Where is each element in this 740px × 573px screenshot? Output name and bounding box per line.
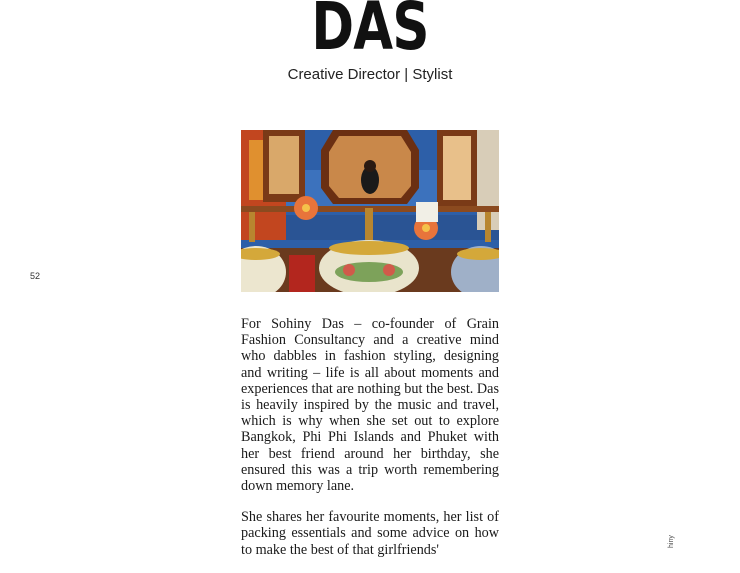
article-paragraph: For Sohiny Das – co-founder of Grain Fashion Consultancy and a creative mind who dabbles in fashion styling, designing and writing – life is all about moments and experiences that are nothing but the best. Das is heavily inspired by the music and travel, which is why when she set out to explore Bangkok, Phi Phi Islands and Phuket with her best friend around her birthday, she ensured this was a trip worth remembering down memory lane. <box>241 316 499 495</box>
page-title: DAS <box>311 0 429 65</box>
side-credit: hiny <box>668 535 675 548</box>
page-number: 52 <box>30 271 41 281</box>
article-body <box>241 316 499 573</box>
page-subtitle: Creative Director | Stylist <box>287 66 453 83</box>
article-paragraph: She shares her favourite moments, her list of packing essentials and some advice on how to make the best of that girlfriends' <box>241 509 499 558</box>
feature-photo <box>241 130 499 292</box>
